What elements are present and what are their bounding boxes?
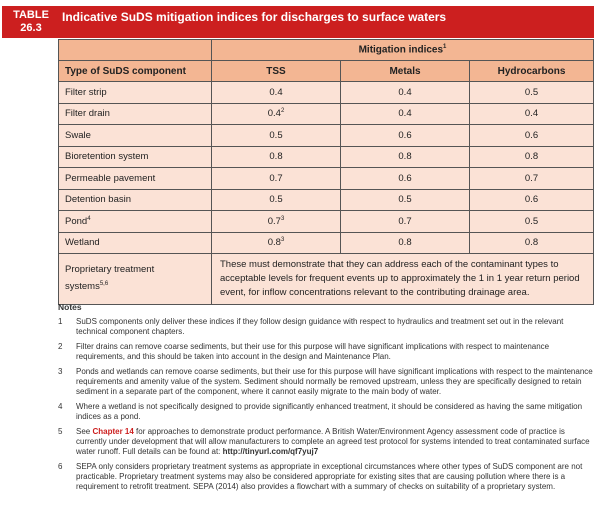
row-name: Permeable pavement [59, 168, 212, 190]
metals-value: 0.8 [341, 146, 470, 168]
note-item: 2 Filter drains can remove coarse sediments, but their use for this purpose will have significant implications with respect to maintenance requirements, and this should be taken into account in the design and Maintenance Plan. [58, 342, 550, 361]
tss-value: 0.8 [212, 146, 341, 168]
note-item: 4 Where a wetland is not specifically designed to provide significantly enhanced treatment, it should be considered as having the same mitigation indices as a pond. [58, 402, 583, 421]
tss-value: 0.5 [212, 189, 341, 211]
row-name: Filter drain [59, 103, 212, 125]
hydrocarbons-value: 0.7 [470, 168, 594, 190]
header-blank-cell [59, 40, 212, 61]
hydrocarbons-value: 0.8 [470, 146, 594, 168]
hydrocarbons-value: 0.4 [470, 103, 594, 125]
note-item: 3 Ponds and wetlands can remove coarse sediments, but their use for this purpose will have significant implications with respect to the maintenance requirements and amenity value of the system. Sediment should normally be removed upstream, unless they are specifically designed to retain sediment in a separate part of the component, where it cannot easily migrate to the main body of water. [58, 367, 593, 396]
table-row [59, 189, 594, 211]
note-item: 5 See Chapter 14 for approaches to demonstrate product performance. A British Water/Environment Agency assessment code of practice is currently under development that will allow manufacturers to complete an agreed test protocol for systems intended to treat contaminated surface water runoff. Full details can be found at: http://tinyurl.com/qf7yuj7 [58, 427, 590, 456]
proprietary-row [59, 254, 594, 305]
mitigation-indices-header [212, 40, 594, 61]
metals-value: 0.4 [341, 103, 470, 125]
hydrocarbons-value: 0.8 [470, 232, 594, 254]
component-header: Type of SuDS component [59, 61, 212, 82]
table-row [59, 103, 594, 125]
table-row [59, 146, 594, 168]
notes-section [58, 302, 594, 497]
hydrocarbons-value: 0.5 [470, 82, 594, 104]
metals-value: 0.4 [341, 82, 470, 104]
table-row [59, 211, 594, 233]
table-row [59, 168, 594, 190]
tss-header: TSS [212, 61, 341, 82]
metals-value: 0.6 [341, 168, 470, 190]
tss-value: $0.7^3$ [212, 211, 341, 233]
table-row [59, 82, 594, 104]
mitigation-table [58, 39, 594, 305]
metals-value: 0.7 [341, 211, 470, 233]
table-label-number: 26.3 [20, 22, 42, 34]
hydrocarbons-value: 0.5 [470, 211, 594, 233]
tss-value: 0.7 [212, 168, 341, 190]
row-name: Pond$^4$ [59, 211, 212, 233]
hydrocarbons-header: Hydrocarbons [470, 61, 594, 82]
table-row [59, 232, 594, 254]
note-item: 1 SuDS components only deliver these indices if they follow design guidance with respect to hydraulics and treatment set out in the relevant technical component chapters. [58, 317, 564, 336]
tss-value: $0.8^3$ [212, 232, 341, 254]
table-row [59, 125, 594, 147]
metals-value: 0.6 [341, 125, 470, 147]
row-name: Bioretention system [59, 146, 212, 168]
tss-value: 0.4 [212, 82, 341, 104]
hydrocarbons-value: 0.6 [470, 125, 594, 147]
hydrocarbons-value: 0.6 [470, 189, 594, 211]
notes-heading: Notes [58, 302, 82, 312]
tss-value: $0.4^2$ [212, 103, 341, 125]
mitigation-indices-label: Mitigation indices [358, 44, 444, 56]
table-header-bar [2, 6, 594, 38]
row-name: Filter strip [59, 82, 212, 104]
proprietary-description: These must demonstrate that they can address each of the contaminant types to acceptable levels for frequent events up to approximately the 1 in 1 year return period event, for inflow concentrations relevant to the contributing drainage area. [212, 254, 594, 305]
row-name: Detention basin [59, 189, 212, 211]
row-name: Wetland [59, 232, 212, 254]
tss-value: 0.5 [212, 125, 341, 147]
row-name: Swale [59, 125, 212, 147]
chapter-14-link[interactable]: Chapter 14 [92, 427, 134, 436]
metals-header: Metals [341, 61, 470, 82]
table-title: Indicative SuDS mitigation indices for discharges to surface waters [62, 10, 447, 24]
header-row [59, 61, 594, 82]
metals-value: 0.5 [341, 189, 470, 211]
proprietary-name: Proprietary treatment systems$^{5,6}$ [59, 254, 212, 305]
tinyurl-link[interactable]: http://tinyurl.com/qf7yuj7 [222, 447, 319, 456]
table-label-word: TABLE [13, 9, 49, 21]
metals-value: 0.8 [341, 232, 470, 254]
footnote-ref: 1 [443, 44, 447, 51]
table-label [5, 9, 57, 35]
note-item: 6 SEPA only considers proprietary treatment systems as appropriate in exceptional circumstances where other types of SuDS component are not practicable. Proprietary treatment systems may also be considered appropriate for existing sites that are causing pollution where there is a requirement to retrofit treatment. SEPA (2014) also provides a flowchart with a summary of checks on suitability of a proprietary system. [58, 462, 583, 491]
header-row-top [59, 40, 594, 61]
